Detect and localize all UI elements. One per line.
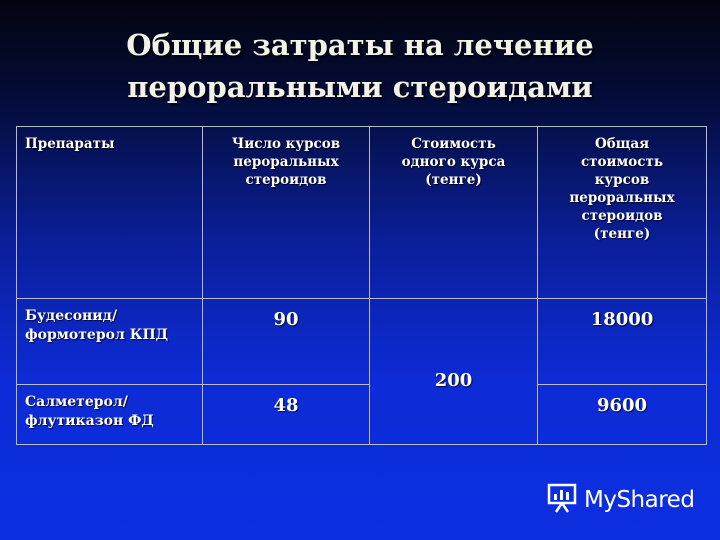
header-line: стероидов <box>245 172 327 188</box>
header-line: пероральных <box>233 154 339 170</box>
header-drugs-line: Препараты <box>25 136 115 152</box>
header-drugs <box>17 127 203 299</box>
table-row <box>17 299 707 385</box>
table-header-row <box>17 127 707 299</box>
header-line: Стоимость <box>411 136 496 152</box>
drug-name-line: Салметерол/ <box>25 394 128 410</box>
watermark-text: MyShared <box>584 487 695 513</box>
costs-table <box>16 126 707 445</box>
total-cost-cell: 9600 <box>538 385 707 445</box>
header-total-cost <box>538 127 707 299</box>
drug-name-line: формотерол КПД <box>25 327 169 343</box>
header-line: Число курсов <box>231 136 341 152</box>
header-line: курсов <box>594 172 650 188</box>
table-row <box>17 385 707 445</box>
presentation-board-icon <box>546 482 578 518</box>
drug-name-cell <box>17 299 203 385</box>
slide-title <box>0 24 720 108</box>
header-line: стоимость <box>580 154 664 170</box>
header-line: одного курса <box>401 154 506 170</box>
course-count-cell: 90 <box>203 299 370 385</box>
total-cost-cell: 18000 <box>538 299 707 385</box>
drug-name-line: Будесонид/ <box>25 308 118 324</box>
course-cost-cell: 200 <box>370 299 538 445</box>
drug-name-cell <box>17 385 203 445</box>
slide-title-line-1: Общие затраты на лечение <box>126 28 594 62</box>
header-line: (тенге) <box>425 172 482 188</box>
header-line: стероидов <box>581 208 663 224</box>
drug-name-line: флутиказон ФД <box>25 413 154 429</box>
watermark-logo <box>546 484 694 516</box>
course-count-cell: 48 <box>203 385 370 445</box>
header-line: пероральных <box>569 190 675 206</box>
header-course-count <box>203 127 370 299</box>
header-line: (тенге) <box>593 226 651 242</box>
slide-title-line-2: пероральными стероидами <box>127 70 593 104</box>
header-course-cost <box>370 127 538 299</box>
header-line: Общая <box>594 136 650 152</box>
